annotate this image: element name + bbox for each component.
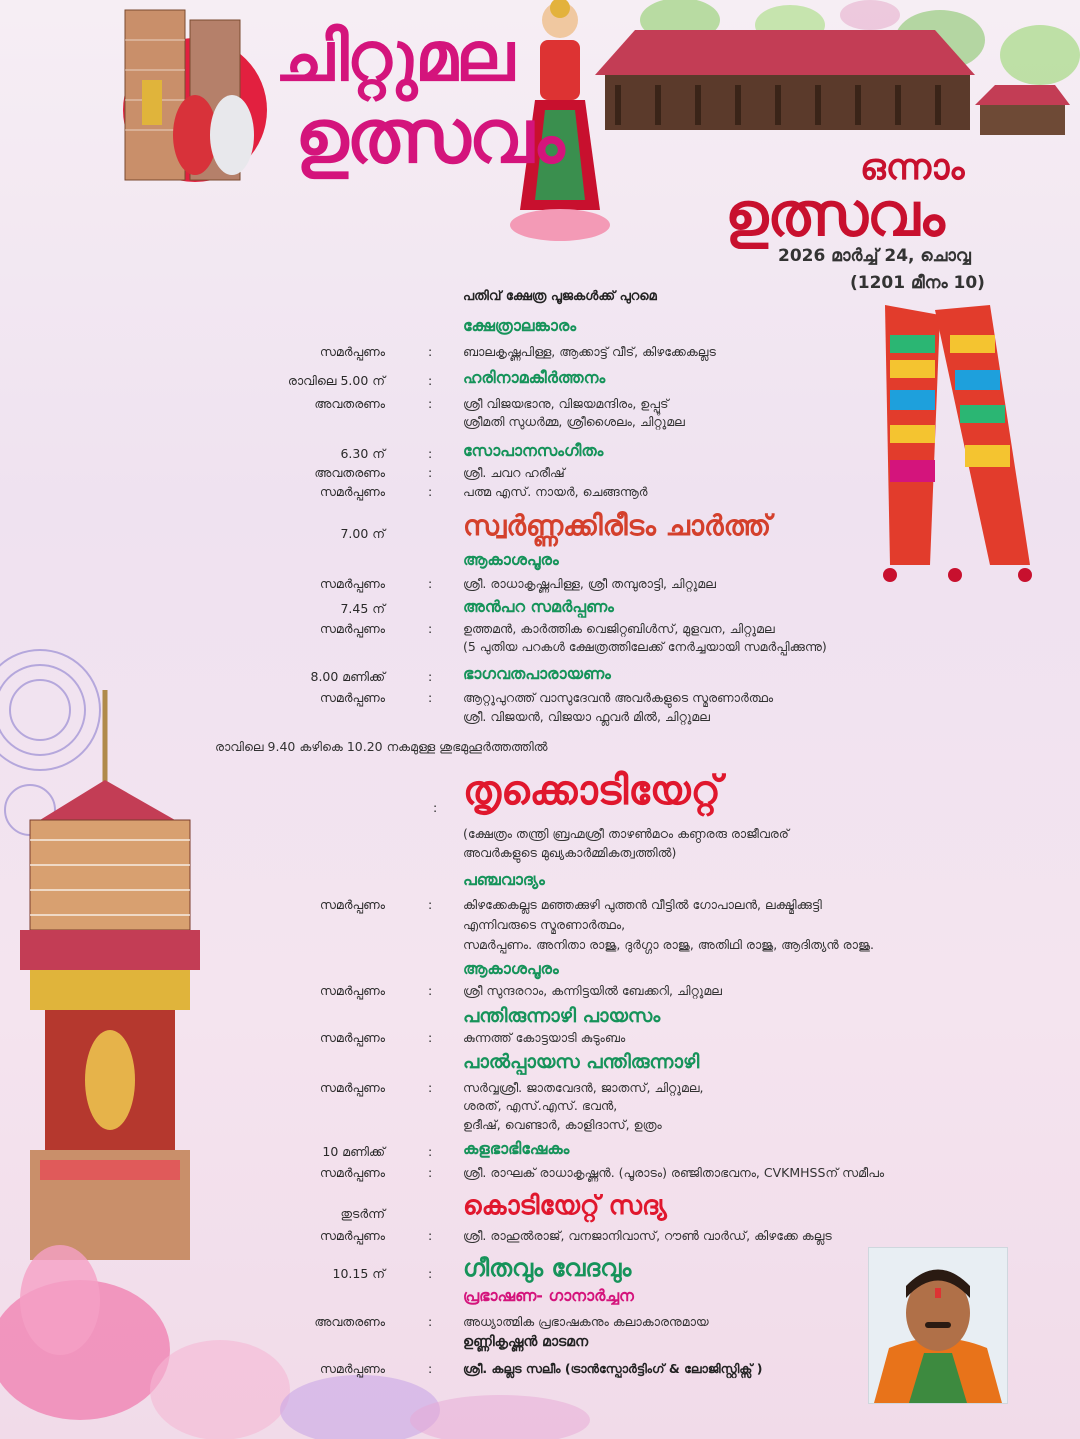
schedule-heading: പന്തിരുന്നാഴി പായസം (463, 1005, 661, 1027)
row-time: രാവിലെ 5.00 ന് (287, 373, 385, 388)
festival-title-line1: ചിറ്റുമല (275, 18, 513, 97)
row-detail: (5 പുതിയ പറകൾ ക്ഷേത്രത്തിലേക്ക് നേർച്ചയായി സമർപ്പിക്കുന്നു) (463, 639, 827, 654)
colon: : (428, 576, 433, 591)
kodiyettam-heading: തൃക്കൊടിയേറ്റ് (463, 768, 721, 814)
row-label: സമർപ്പണം (319, 983, 385, 998)
row-label: സമർപ്പണം (319, 344, 385, 359)
row-label: സമർപ്പണം (319, 897, 385, 912)
row-detail: ശ്രീ. രാധാകൃഷ്ണപിള്ള, ശ്രീ തമ്പുരാട്ടി, ചിറ്റുമല (463, 576, 716, 591)
row-time: 10 മണിക്ക് (322, 1144, 385, 1159)
colon: : (428, 1030, 433, 1045)
row-label: അവതരണം (314, 465, 385, 480)
decorative-banner-icon (870, 295, 1035, 590)
schedule-heading: ആകാശപൂരം (463, 959, 559, 978)
row-detail: പത്മ എസ്. നായർ, ചെങ്ങന്നൂർ (463, 484, 648, 499)
row-detail: കിഴക്കേകല്ലട മഞ്ഞക്കുഴി പുത്തൻ വീട്ടിൽ ഗോപാലൻ, ലക്ഷ്മിക്കുട്ടി (463, 897, 822, 912)
colon: : (428, 1144, 433, 1159)
elephant-procession-icon (120, 0, 270, 190)
row-detail: ശ്രീ. വിജയൻ, വിജയാ ഫ്ലവർ മിൽ, ചിറ്റുമല (463, 709, 710, 724)
row-label: അവതരണം (314, 1314, 385, 1329)
row-detail: ശ്രീ. രാഘക് രാധാകൃഷ്ണൻ. (പൂരാടം) രഞ്ജിതാഭവനം, CVKMHSSന് സമീപം (463, 1165, 885, 1180)
row-detail: ശ്രീ. ചവറ ഹരീഷ് (463, 465, 565, 480)
colon: : (428, 897, 433, 912)
row-detail: (ക്ഷേത്രം തന്ത്രി ബ്രഹ്മശ്രീ താഴൺമഠം കണ്ഠരരു രാജീവരര് (463, 826, 789, 841)
row-label: സമർപ്പണം (319, 484, 385, 499)
schedule-heading: പഞ്ചവാദ്യം (463, 870, 545, 889)
schedule-heading-large: ഗീതവും വേദവും (463, 1254, 632, 1282)
colon: : (428, 1266, 433, 1281)
schedule-heading: അൻപറ സമർപ്പണം (463, 597, 614, 616)
event-date: 2026 മാർച്ച് 24, ചൊവ്വ (778, 246, 971, 266)
colon: : (428, 1080, 433, 1095)
day-title: ഉത്സവം (725, 180, 944, 250)
schedule-heading: ഹരിനാമകീർത്തനം (463, 368, 606, 387)
row-time: 8.00 മണിക്ക് (310, 669, 385, 684)
row-detail: ശ്രീ സുന്ദരറാം, കന്നിട്ടയിൽ ബേക്കറി, ചിറ്റുമല (463, 983, 722, 998)
colon: : (428, 344, 433, 359)
colon: : (428, 621, 433, 636)
row-label: സമർപ്പണം (319, 1080, 385, 1095)
colon: : (428, 690, 433, 705)
day-label: ഒന്നാം (860, 147, 965, 188)
subheading: പ്രഭാഷണ- ഗാനാർച്ചന (463, 1286, 634, 1305)
intro-line: പതിവ് ക്ഷേത്ര പൂജകൾക്ക് പുറമെ (463, 289, 657, 304)
schedule-heading: സോപാനസംഗീതം (463, 441, 604, 460)
row-detail: സർവ്വശ്രീ. ജാതവേദൻ, ജാതസ്, ചിറ്റുമല, (463, 1080, 704, 1095)
sponsor-detail: ശ്രീ. കല്ലട സലീം (ട്രാൻസ്പോർട്ടിംഗ് & ലോജിസ്റ്റിക്സ് ) (463, 1361, 763, 1376)
row-detail: ബാലകൃഷ്ണപിള്ള, ആക്കാട്ട് വീട്, കിഴക്കേകല്ലട (463, 344, 716, 359)
colon: : (428, 983, 433, 998)
row-label: സമർപ്പണം (319, 690, 385, 705)
schedule-heading-large: കൊടിയേറ്റ് സദ്യ (463, 1191, 667, 1221)
colon: : (428, 1228, 433, 1243)
muhurtham-line: രാവിലെ 9.40 കഴികെ 10.20 നകമുള്ള ശുഭമുഹൂർത്തത്തിൽ (215, 739, 548, 754)
row-label: സമർപ്പണം (319, 576, 385, 591)
row-label: അവതരണം (314, 396, 385, 411)
row-detail: എന്നിവരുടെ സ്മരണാർത്ഥം, (463, 917, 626, 932)
row-detail: ശരത്, എസ്.എസ്. ഭവൻ, (463, 1098, 618, 1113)
row-label: സമർപ്പണം (319, 1165, 385, 1180)
schedule-heading: ഭാഗവതപാരായണം (463, 664, 611, 683)
colon: : (433, 800, 438, 815)
row-time: 10.15 ന് (332, 1266, 385, 1281)
row-label: സമർപ്പണം (319, 1361, 385, 1376)
row-label: സമർപ്പണം (319, 1030, 385, 1045)
row-label: സമർപ്പണം (319, 621, 385, 636)
row-time: തുടർന്ന് (340, 1206, 385, 1221)
row-detail: കുന്നത്ത് കോട്ടയാടി കുടുംബം (463, 1030, 626, 1045)
row-detail: ആറ്റുപുറത്ത് വാസുദേവൻ അവർകളുടെ സ്മരണാർത്ഥം (463, 690, 774, 705)
speaker-name: ഉണ്ണികൃഷ്ണൻ മാടമന (463, 1334, 589, 1350)
row-time: 6.30 ന് (340, 446, 385, 461)
colon: : (428, 1361, 433, 1376)
colon: : (428, 446, 433, 461)
colon: : (428, 396, 433, 411)
colon: : (428, 1165, 433, 1180)
festival-title-line2: ഉത്സവം (295, 94, 563, 180)
schedule-heading: ആകാശപൂരം (463, 550, 559, 569)
row-label: സമർപ്പണം (319, 1228, 385, 1243)
row-detail: ശ്രീമതി സുധർമ്മ, ശ്രീശൈലം, ചിറ്റുമല (463, 414, 685, 429)
colon: : (428, 484, 433, 499)
schedule-heading-large: സ്വർണ്ണക്കിരീടം ചാർത്ത് (463, 509, 772, 542)
row-detail: സമർപ്പണം. അനിതാ രാജു, ദുർഗ്ഗാ രാജു, അതിഥി രാജു, ആദിത്യൻ രാജു. (463, 937, 874, 952)
malayalam-date: (1201 മീനം 10) (850, 273, 985, 293)
colon: : (428, 669, 433, 684)
row-detail: ഉദീഷ്, വെണ്ടാർ, കാളിദാസ്, ഉത്രം (463, 1117, 662, 1132)
schedule-heading: പാൽപ്പായസ പന്തിരുന്നാഴി (463, 1051, 700, 1073)
row-detail: അധ്യാത്മിക പ്രഭാഷകനും കലാകാരനുമായ (463, 1314, 709, 1329)
schedule-heading: ക്ഷേത്രാലങ്കാരം (463, 316, 577, 335)
row-detail: അവർകളുടെ മുഖ്യകാർമ്മികത്വത്തിൽ) (463, 845, 677, 860)
row-time: 7.00 ന് (340, 526, 385, 541)
schedule-heading: കളഭാഭിഷേകം (463, 1139, 570, 1158)
row-detail: ഉത്തമൻ, കാർത്തിക വെജിറ്റബിൾസ്, മുളവന, ചിറ്റുമല (463, 621, 775, 636)
row-detail: ശ്രീ വിജയഭാനു, വിജയമന്ദിരം, ഉപ്പൂട് (463, 396, 669, 411)
colon: : (428, 465, 433, 480)
temple-chariot-illustration (10, 690, 205, 1280)
colon: : (428, 1314, 433, 1329)
temple-illustration (595, 25, 1070, 140)
row-detail: ശ്രീ. രാഹുൽരാജ്, വനജാനിവാസ്, റൗൺ വാർഡ്, കിഴക്കേ കല്ലട (463, 1228, 832, 1243)
colon: : (428, 373, 433, 388)
speaker-photo (868, 1247, 1008, 1404)
row-time: 7.45 ന് (340, 601, 385, 616)
